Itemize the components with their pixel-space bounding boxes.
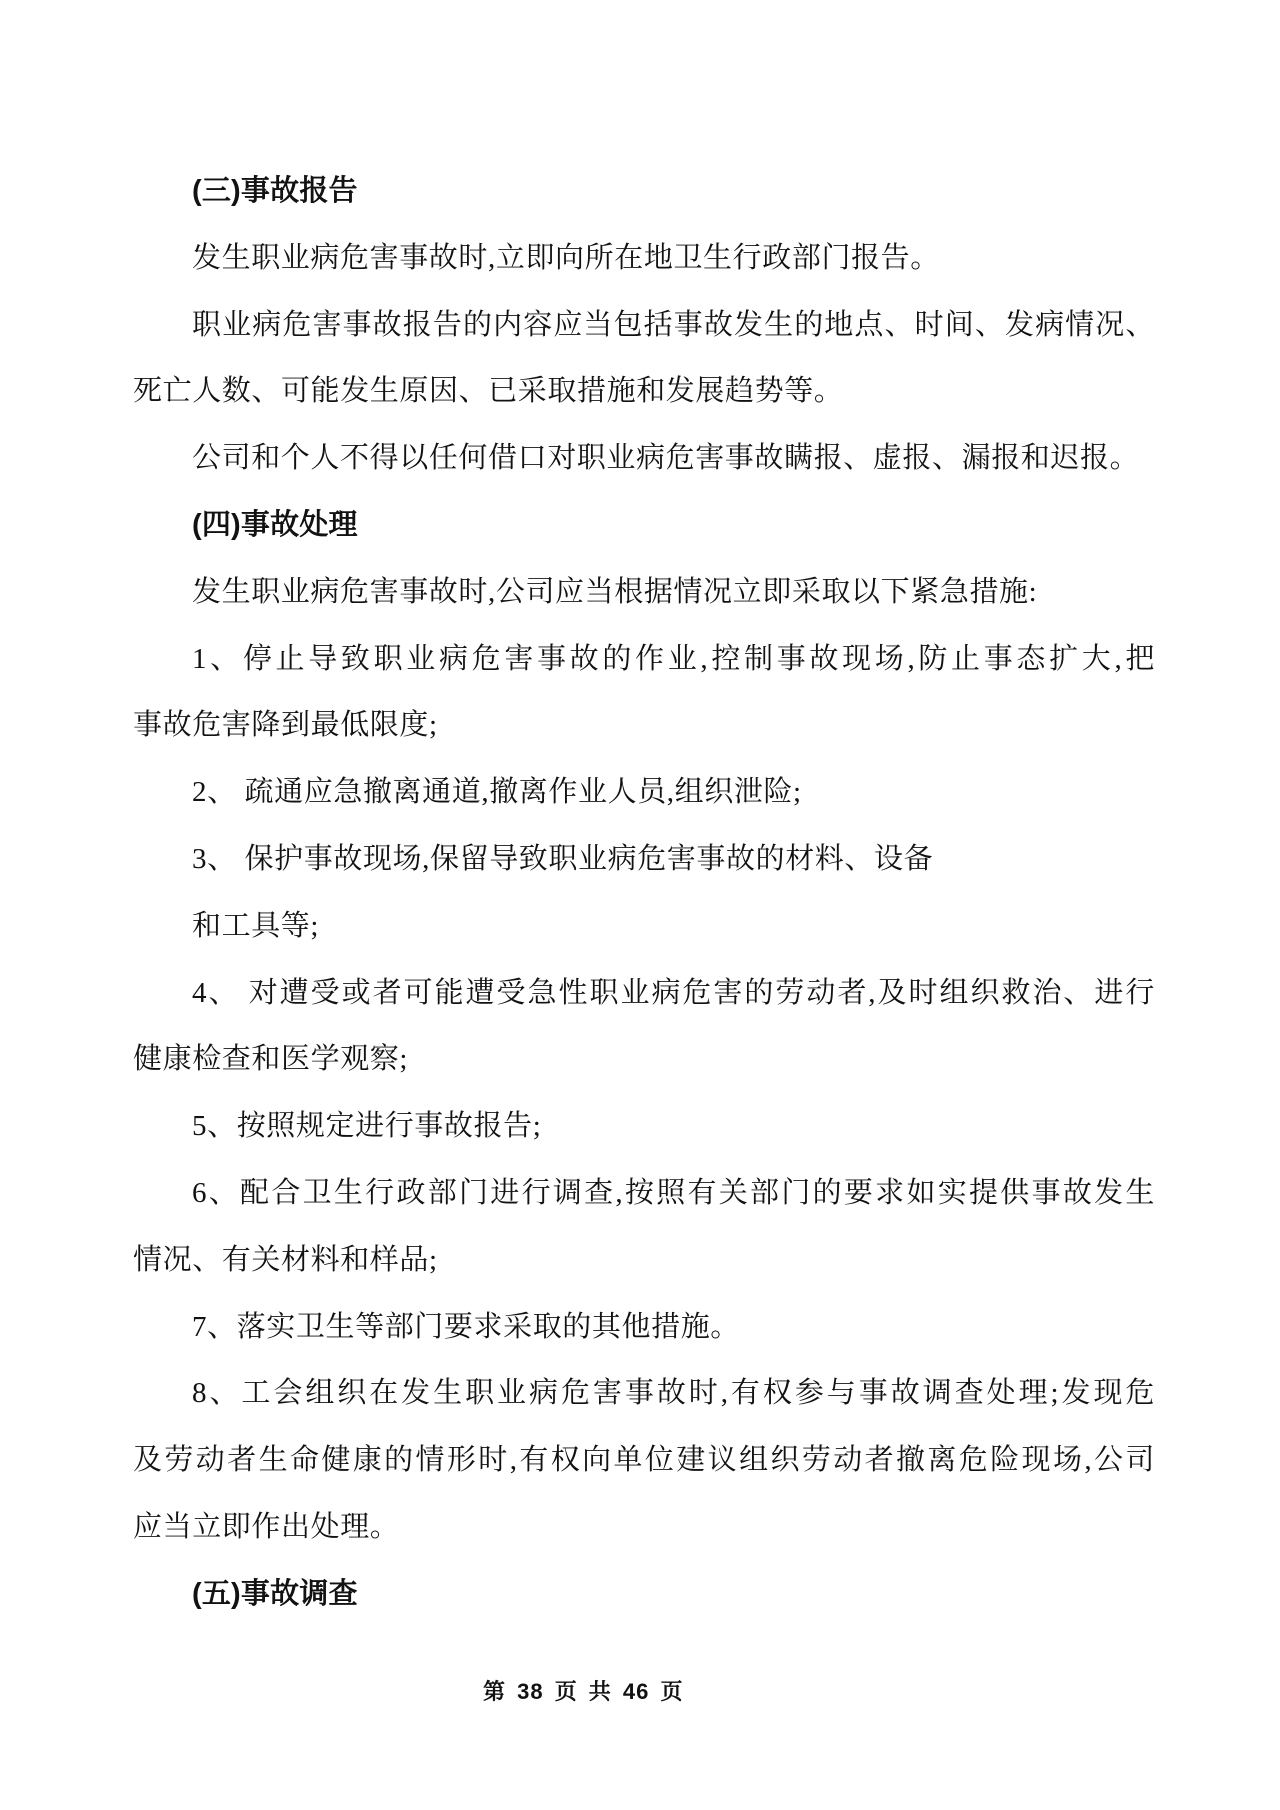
paragraph-line: 职业病危害事故报告的内容应当包括事故发生的地点、时间、发病情况、 bbox=[192, 308, 1155, 341]
list-item-6-line: 6、配合卫生行政部门进行调查,按照有关部门的要求如实提供事故发生 bbox=[192, 1176, 1155, 1209]
section-heading-accident-report: (三)事故报告 bbox=[192, 175, 358, 207]
list-item-3-line: 3、 保护事故现场,保留导致职业病危害事故的材料、设备 bbox=[192, 842, 934, 875]
paragraph-line: 发生职业病危害事故时,立即向所在地卫生行政部门报告。 bbox=[192, 241, 940, 274]
list-item-3-line: 和工具等; bbox=[192, 909, 320, 942]
list-item-2-line: 2、 疏通应急撤离通道,撤离作业人员,组织泄险; bbox=[192, 776, 802, 809]
list-item-8-line: 8、工会组织在发生职业病危害事故时,有权参与事故调查处理;发现危 bbox=[192, 1377, 1155, 1410]
list-item-6-line: 情况、有关材料和样品; bbox=[133, 1243, 438, 1276]
list-item-1-line: 事故危害降到最低限度; bbox=[133, 709, 438, 742]
paragraph-line: 死亡人数、可能发生原因、已采取措施和发展趋势等。 bbox=[133, 375, 844, 408]
list-item-7-line: 7、落实卫生等部门要求采取的其他措施。 bbox=[192, 1310, 740, 1343]
section-heading-accident-investigation: (五)事故调查 bbox=[192, 1577, 358, 1610]
paragraph-line: 发生职业病危害事故时,公司应当根据情况立即采取以下紧急措施: bbox=[192, 575, 1038, 608]
list-item-1-line: 1、停止导致职业病危害事故的作业,控制事故现场,防止事态扩大,把 bbox=[192, 642, 1155, 675]
list-item-8-line: 及劳动者生命健康的情形时,有权向单位建议组织劳动者撤离危险现场,公司 bbox=[133, 1444, 1155, 1477]
list-item-4-line: 4、 对遭受或者可能遭受急性职业病危害的劳动者,及时组织救治、进行 bbox=[192, 976, 1155, 1009]
section-heading-accident-handling: (四)事故处理 bbox=[192, 508, 358, 541]
list-item-5-line: 5、按照规定进行事故报告; bbox=[192, 1110, 542, 1143]
page-footer: 第 38 页 共 46 页 bbox=[483, 1679, 684, 1704]
list-item-8-line: 应当立即作出处理。 bbox=[133, 1510, 400, 1543]
paragraph-line: 公司和个人不得以任何借口对职业病危害事故瞒报、虚报、漏报和迟报。 bbox=[192, 442, 1140, 475]
list-item-4-line: 健康检查和医学观察; bbox=[133, 1043, 409, 1076]
document-body bbox=[133, 158, 1155, 1628]
